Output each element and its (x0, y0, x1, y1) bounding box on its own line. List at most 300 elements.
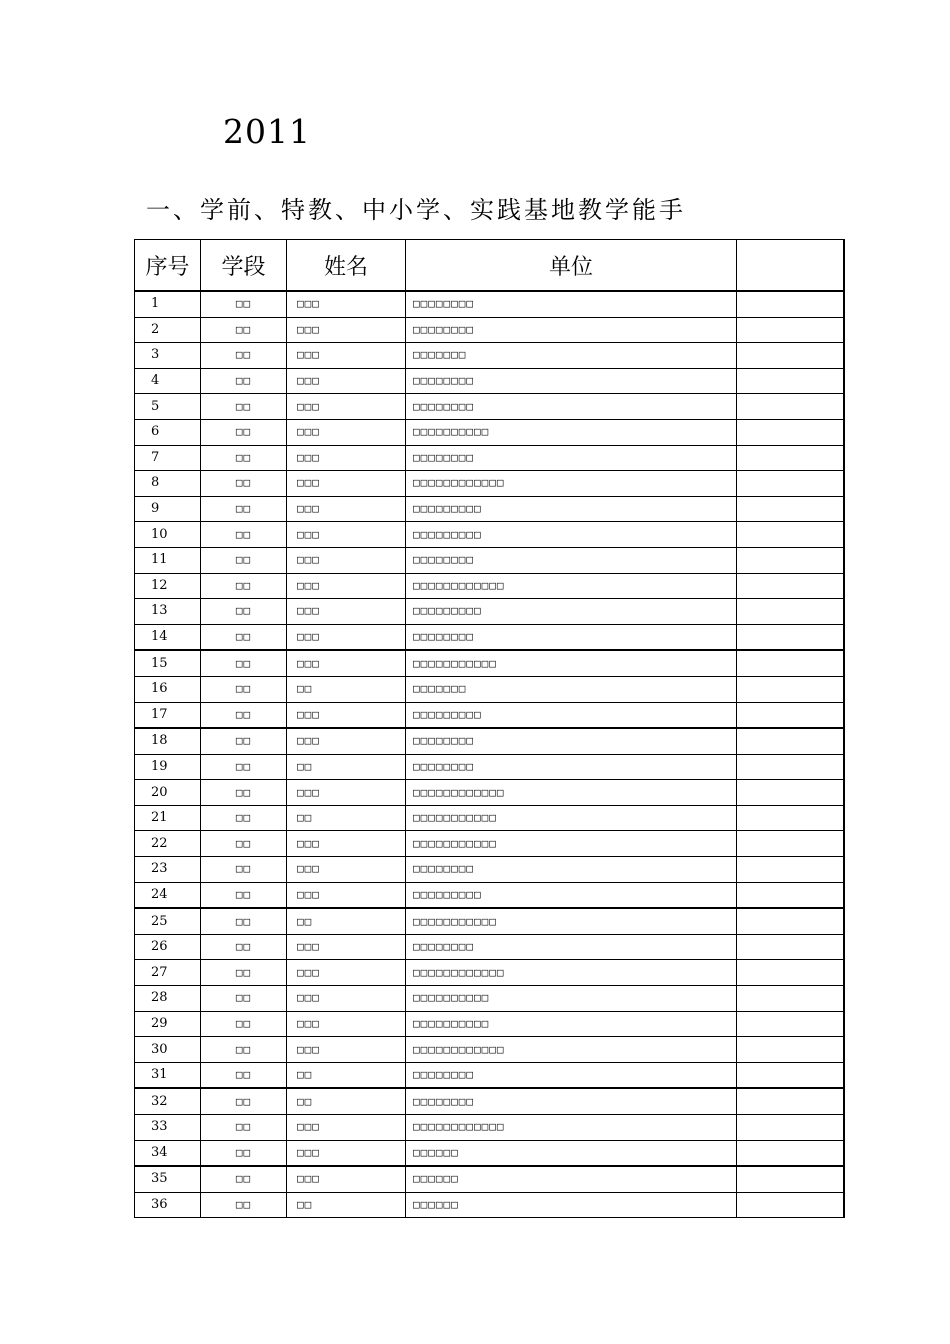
cell-name (287, 960, 406, 986)
cell-extra (737, 934, 844, 960)
cell-stage (201, 1062, 287, 1088)
cell-stage-text: □□ (235, 322, 252, 336)
cell-number-text: 9 (151, 501, 160, 517)
cell-number (135, 857, 201, 883)
cell-unit-text: □□□□□□□□□□ (413, 1016, 490, 1030)
table-row (135, 599, 844, 625)
cell-number (135, 650, 201, 676)
roster-table (134, 239, 845, 1218)
cell-name-text: □□□ (297, 553, 320, 567)
table-row (135, 573, 844, 599)
cell-name-text: □□□ (297, 578, 320, 592)
cell-stage (201, 702, 287, 728)
cell-number (135, 676, 201, 702)
cell-name-text: □□□ (297, 707, 320, 721)
cell-name-text: □□□ (297, 1172, 320, 1186)
table-row (135, 1192, 844, 1218)
table-row (135, 650, 844, 676)
cell-stage (201, 368, 287, 394)
cell-unit-text: □□□□□□□□ (413, 399, 474, 413)
cell-name-text: □□□ (297, 322, 320, 336)
cell-number (135, 599, 201, 625)
cell-extra (737, 1166, 844, 1192)
cell-unit-text: □□□□□□ (413, 1145, 459, 1159)
cell-unit (406, 496, 737, 522)
table-row (135, 471, 844, 497)
cell-number (135, 368, 201, 394)
cell-stage (201, 882, 287, 908)
cell-name (287, 831, 406, 857)
cell-extra (737, 291, 844, 317)
cell-number (135, 960, 201, 986)
cell-name (287, 1192, 406, 1218)
cell-unit (406, 445, 737, 471)
cell-stage-text: □□ (235, 682, 252, 696)
cell-stage (201, 1088, 287, 1114)
cell-stage-text: □□ (235, 656, 252, 670)
cell-name (287, 343, 406, 369)
cell-name-text: □□□ (297, 991, 320, 1005)
cell-name (287, 394, 406, 420)
cell-number (135, 573, 201, 599)
cell-extra (737, 1115, 844, 1141)
cell-name-text: □□□ (297, 1016, 320, 1030)
cell-name (287, 676, 406, 702)
table-row (135, 908, 844, 934)
cell-stage-text: □□ (235, 1198, 252, 1212)
table-row (135, 496, 844, 522)
cell-stage (201, 986, 287, 1012)
table-row (135, 1088, 844, 1114)
cell-extra (737, 419, 844, 445)
cell-stage-text: □□ (235, 836, 252, 850)
cell-unit (406, 599, 737, 625)
cell-extra (737, 754, 844, 780)
table-row (135, 291, 844, 317)
table-row (135, 805, 844, 831)
cell-stage (201, 908, 287, 934)
cell-number (135, 934, 201, 960)
cell-unit (406, 1140, 737, 1166)
cell-number-text: 26 (151, 939, 168, 955)
cell-name-text: □□□ (297, 476, 320, 490)
cell-unit-text: □□□□□□□ (413, 348, 467, 362)
cell-unit-text: □□□□□□ (413, 1172, 459, 1186)
cell-number (135, 1088, 201, 1114)
cell-number-text: 28 (151, 990, 168, 1006)
cell-stage-text: □□ (235, 862, 252, 876)
cell-unit (406, 1192, 737, 1218)
cell-unit-text: □□□□□□□□□ (413, 502, 482, 516)
cell-unit (406, 1062, 737, 1088)
cell-unit-text: □□□□□□□□ (413, 322, 474, 336)
table-body (135, 291, 844, 1218)
cell-unit-text: □□□□□□ (413, 1198, 459, 1212)
cell-stage (201, 522, 287, 548)
cell-stage (201, 496, 287, 522)
cell-name-text: □□ (297, 759, 313, 773)
cell-stage-text: □□ (235, 630, 252, 644)
cell-unit-text: □□□□□□□□□□□ (413, 836, 497, 850)
cell-unit-text: □□□□□□□□ (413, 553, 474, 567)
header-extra (737, 240, 844, 292)
cell-extra (737, 394, 844, 420)
cell-name (287, 857, 406, 883)
cell-unit (406, 676, 737, 702)
cell-stage (201, 624, 287, 650)
cell-extra (737, 986, 844, 1012)
cell-number-text: 30 (151, 1041, 168, 1057)
cell-unit (406, 805, 737, 831)
cell-stage-text: □□ (235, 965, 252, 979)
cell-extra (737, 1062, 844, 1088)
cell-name (287, 805, 406, 831)
cell-stage-text: □□ (235, 604, 252, 618)
cell-extra (737, 343, 844, 369)
cell-unit-text: □□□□□□□□□□□□ (413, 578, 505, 592)
cell-number-text: 25 (151, 913, 168, 929)
table-row (135, 1166, 844, 1192)
cell-number-text: 29 (151, 1015, 168, 1031)
cell-name (287, 1011, 406, 1037)
cell-stage (201, 805, 287, 831)
cell-name (287, 368, 406, 394)
cell-stage (201, 394, 287, 420)
table-row (135, 1140, 844, 1166)
cell-number-text: 1 (151, 296, 160, 312)
cell-extra (737, 1037, 844, 1063)
cell-unit (406, 754, 737, 780)
cell-extra (737, 780, 844, 806)
cell-unit (406, 547, 737, 573)
table-row (135, 419, 844, 445)
cell-stage-text: □□ (235, 450, 252, 464)
cell-stage-text: □□ (235, 1094, 252, 1108)
cell-name (287, 573, 406, 599)
cell-stage-text: □□ (235, 297, 252, 311)
table-row (135, 624, 844, 650)
cell-name-text: □□□ (297, 297, 320, 311)
cell-unit-text: □□□□□□□□□ (413, 527, 482, 541)
table-row (135, 394, 844, 420)
cell-name (287, 908, 406, 934)
cell-stage (201, 291, 287, 317)
table-row (135, 702, 844, 728)
table-row (135, 1115, 844, 1141)
cell-number (135, 624, 201, 650)
cell-number (135, 547, 201, 573)
cell-number-text: 8 (151, 475, 160, 491)
cell-name-text: □□□ (297, 374, 320, 388)
table-row (135, 934, 844, 960)
cell-unit-text: □□□□□□□□ (413, 450, 474, 464)
cell-number (135, 522, 201, 548)
cell-extra (737, 1088, 844, 1114)
cell-unit (406, 780, 737, 806)
cell-stage (201, 547, 287, 573)
cell-stage-text: □□ (235, 707, 252, 721)
cell-name-text: □□□ (297, 940, 320, 954)
cell-unit (406, 650, 737, 676)
section-heading: 一、学前、特教、中小学、实践基地教学能手 (146, 196, 686, 224)
cell-number-text: 36 (151, 1197, 168, 1213)
cell-name (287, 291, 406, 317)
cell-stage (201, 317, 287, 343)
cell-extra (737, 445, 844, 471)
cell-name-text: □□□ (297, 887, 320, 901)
cell-number (135, 728, 201, 754)
cell-name (287, 471, 406, 497)
cell-extra (737, 882, 844, 908)
cell-stage-text: □□ (235, 1120, 252, 1134)
cell-name (287, 445, 406, 471)
cell-unit (406, 1011, 737, 1037)
cell-unit (406, 1166, 737, 1192)
cell-number-text: 11 (151, 552, 168, 568)
cell-name-text: □□□ (297, 734, 320, 748)
cell-unit (406, 471, 737, 497)
cell-number (135, 908, 201, 934)
cell-stage (201, 1011, 287, 1037)
cell-extra (737, 599, 844, 625)
cell-stage-text: □□ (235, 1068, 252, 1082)
cell-unit (406, 624, 737, 650)
cell-number-text: 35 (151, 1171, 168, 1187)
cell-number-text: 16 (151, 681, 168, 697)
cell-name (287, 547, 406, 573)
cell-number-text: 19 (151, 758, 168, 774)
cell-name (287, 522, 406, 548)
cell-unit-text: □□□□□□□□□ (413, 887, 482, 901)
cell-name (287, 1037, 406, 1063)
cell-stage-text: □□ (235, 759, 252, 773)
cell-stage (201, 343, 287, 369)
cell-name-text: □□ (297, 1198, 313, 1212)
cell-name-text: □□□ (297, 630, 320, 644)
cell-unit (406, 882, 737, 908)
cell-name-text: □□□ (297, 348, 320, 362)
cell-name (287, 650, 406, 676)
cell-unit (406, 343, 737, 369)
cell-extra (737, 547, 844, 573)
cell-number-text: 3 (151, 347, 160, 363)
cell-name-text: □□□ (297, 604, 320, 618)
cell-number-text: 6 (151, 424, 160, 440)
cell-number-text: 10 (151, 526, 168, 542)
cell-unit-text: □□□□□□□□□ (413, 707, 482, 721)
cell-number (135, 394, 201, 420)
cell-number-text: 12 (151, 577, 168, 593)
cell-name (287, 1062, 406, 1088)
cell-unit-text: □□□□□□□□□□□□ (413, 1042, 505, 1056)
cell-name-text: □□□ (297, 656, 320, 670)
cell-number-text: 2 (151, 321, 160, 337)
cell-stage (201, 650, 287, 676)
cell-number (135, 445, 201, 471)
cell-number (135, 754, 201, 780)
cell-unit (406, 291, 737, 317)
table-row (135, 831, 844, 857)
cell-unit (406, 1037, 737, 1063)
cell-extra (737, 471, 844, 497)
cell-number-text: 23 (151, 861, 168, 877)
cell-stage (201, 857, 287, 883)
table-row (135, 754, 844, 780)
cell-unit-text: □□□□□□□□□□□□ (413, 785, 505, 799)
cell-extra (737, 522, 844, 548)
cell-unit-text: □□□□□□□□ (413, 734, 474, 748)
table-row (135, 343, 844, 369)
cell-name (287, 1166, 406, 1192)
table-row (135, 368, 844, 394)
cell-number (135, 831, 201, 857)
cell-number-text: 22 (151, 835, 168, 851)
cell-name-text: □□□ (297, 502, 320, 516)
cell-stage (201, 1192, 287, 1218)
cell-name (287, 1140, 406, 1166)
cell-extra (737, 857, 844, 883)
cell-number-text: 20 (151, 784, 168, 800)
cell-number (135, 805, 201, 831)
table-row (135, 317, 844, 343)
cell-number (135, 780, 201, 806)
table-row (135, 857, 844, 883)
cell-extra (737, 573, 844, 599)
cell-number-text: 33 (151, 1119, 168, 1135)
cell-unit (406, 728, 737, 754)
cell-extra (737, 317, 844, 343)
cell-number-text: 34 (151, 1144, 168, 1160)
header-unit: 单位 (406, 240, 737, 292)
cell-stage (201, 754, 287, 780)
cell-name-text: □□□ (297, 965, 320, 979)
cell-unit (406, 394, 737, 420)
cell-unit-text: □□□□□□□□ (413, 1068, 474, 1082)
cell-stage-text: □□ (235, 734, 252, 748)
cell-number (135, 291, 201, 317)
cell-stage-text: □□ (235, 578, 252, 592)
cell-name-text: □□□ (297, 527, 320, 541)
cell-stage-text: □□ (235, 811, 252, 825)
cell-name-text: □□ (297, 682, 313, 696)
cell-number-text: 15 (151, 655, 168, 671)
cell-name-text: □□□ (297, 399, 320, 413)
cell-extra (737, 496, 844, 522)
table-row (135, 522, 844, 548)
cell-stage-text: □□ (235, 785, 252, 799)
cell-name-text: □□ (297, 1068, 313, 1082)
cell-extra (737, 805, 844, 831)
cell-name (287, 934, 406, 960)
cell-number (135, 317, 201, 343)
cell-number (135, 882, 201, 908)
cell-stage (201, 573, 287, 599)
cell-unit (406, 522, 737, 548)
cell-stage-text: □□ (235, 502, 252, 516)
cell-stage (201, 780, 287, 806)
cell-name (287, 882, 406, 908)
cell-extra (737, 650, 844, 676)
cell-unit (406, 317, 737, 343)
cell-unit-text: □□□□□□□□ (413, 630, 474, 644)
cell-stage (201, 471, 287, 497)
cell-number (135, 343, 201, 369)
table-row (135, 1011, 844, 1037)
cell-number (135, 1115, 201, 1141)
document-year: 2011 (223, 112, 311, 151)
cell-stage (201, 445, 287, 471)
cell-unit (406, 908, 737, 934)
cell-unit (406, 368, 737, 394)
cell-unit (406, 1088, 737, 1114)
header-name: 姓名 (287, 240, 406, 292)
table-row (135, 547, 844, 573)
cell-name-text: □□□ (297, 1145, 320, 1159)
cell-unit (406, 1115, 737, 1141)
cell-name (287, 624, 406, 650)
cell-stage (201, 599, 287, 625)
cell-number (135, 1140, 201, 1166)
cell-number-text: 13 (151, 603, 168, 619)
cell-extra (737, 831, 844, 857)
cell-name (287, 702, 406, 728)
cell-unit-text: □□□□□□□□ (413, 759, 474, 773)
cell-unit (406, 831, 737, 857)
cell-unit-text: □□□□□□□□□□□ (413, 656, 497, 670)
table-row (135, 445, 844, 471)
cell-name (287, 780, 406, 806)
cell-stage (201, 1037, 287, 1063)
cell-stage (201, 1140, 287, 1166)
cell-number (135, 1062, 201, 1088)
cell-number (135, 1166, 201, 1192)
cell-name (287, 419, 406, 445)
cell-stage (201, 960, 287, 986)
cell-unit-text: □□□□□□□□ (413, 1094, 474, 1108)
cell-extra (737, 624, 844, 650)
cell-number (135, 702, 201, 728)
cell-unit-text: □□□□□□□□ (413, 297, 474, 311)
cell-number-text: 7 (151, 449, 160, 465)
cell-unit-text: □□□□□□□□□□□□ (413, 965, 505, 979)
cell-extra (737, 728, 844, 754)
cell-stage (201, 419, 287, 445)
cell-number (135, 1037, 201, 1063)
table-header-row (135, 240, 844, 292)
cell-unit-text: □□□□□□□□ (413, 862, 474, 876)
cell-unit-text: □□□□□□□□□□□□ (413, 1120, 505, 1134)
cell-number-text: 31 (151, 1067, 168, 1083)
cell-number (135, 419, 201, 445)
cell-number-text: 4 (151, 373, 160, 389)
cell-name (287, 1088, 406, 1114)
cell-extra (737, 908, 844, 934)
cell-number (135, 986, 201, 1012)
header-stage: 学段 (201, 240, 287, 292)
cell-name-text: □□□ (297, 450, 320, 464)
cell-stage (201, 831, 287, 857)
cell-name-text: □□ (297, 914, 313, 928)
cell-name (287, 1115, 406, 1141)
cell-stage (201, 728, 287, 754)
cell-stage-text: □□ (235, 887, 252, 901)
cell-name-text: □□ (297, 1094, 313, 1108)
cell-stage (201, 934, 287, 960)
cell-number (135, 1011, 201, 1037)
table-row (135, 728, 844, 754)
cell-stage-text: □□ (235, 1145, 252, 1159)
cell-stage-text: □□ (235, 425, 252, 439)
